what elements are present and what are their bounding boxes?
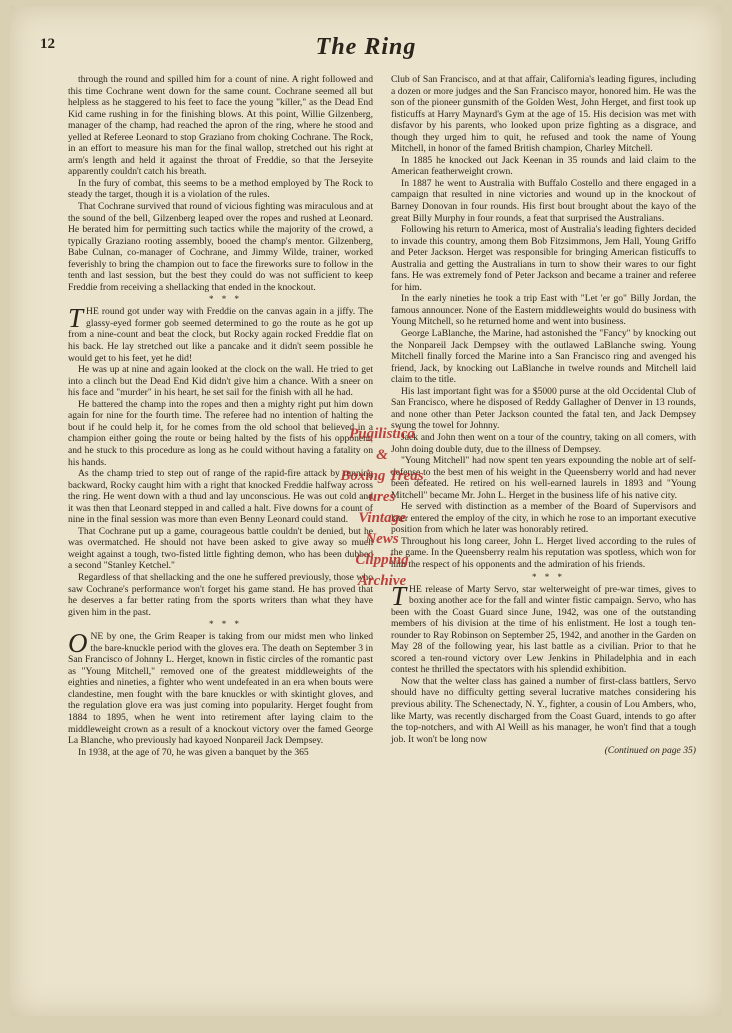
watermark-line: News bbox=[365, 531, 399, 547]
paragraph: Jack and John then went on a tour of the country, taking on all comers, with John doing double duty, due to the illness of Dempsey. bbox=[391, 431, 696, 455]
drop-cap: T bbox=[391, 580, 407, 611]
paragraph: In the fury of combat, this seems to be a method employed by The Rock to steady the target, though it is a violation of the rules. bbox=[68, 177, 373, 201]
paragraph-text: HE release of Marty Servo, star welterweight of pre-war times, gives to boxing another ace for the fall and winter fistic campaign. Servo, who has been with the Coast Guard since June, 1942, was one of the outstanding members of his division at the time of his enlistment. He lost a tough ten-rounder to Ray Robinson on September 25, 1942, and another in the Garden on May 28 of the following year, his last battle as a civilian. Prior to that he scored a ten-round victory over Lew Jenkins in Philadelphia and in each contest he thrilled the spectators with his splendid exhibition. bbox=[391, 583, 696, 676]
page-number: 12 bbox=[40, 36, 55, 52]
paragraph: Following his return to America, most of Australia's leading fighters decided to invade this country, among them Bob Fitzsimmons, Jem Hall, Young Griffo and Peter Jackson. Herget was responsible for bringing American fisticuffs to Australia and getting the Australians in turn to show their wares to our fight fans. He was extremely fond of Peter Jackson and became a trainer and referee for him. bbox=[391, 224, 696, 293]
paragraph: As the champ tried to step out of range of the rapid-fire attack by running backward, Rocky caught him with a right that knocked Freddie halfway across the ring. He went down with a thud and lay unconscious. He was out cold and it was then that Leonard stepped in and called a halt. Five downs for a count of nine in the final session was more than even Benny Leonard could stand. bbox=[68, 468, 373, 526]
paragraph: Now that the welter class has gained a number of first-class battlers, Servo should have no difficulty getting several lucrative matches considering his previous ability. The Schenectady, N. Y., fighter, a cousin of Lou Ambers, who, like Marty, was recently discharged from the Coast Guard, intends to go after the top-notchers, and with Al Weill as his manager, he won't find that a tough job. It won't be long now bbox=[391, 675, 696, 745]
paragraph: Club of San Francisco, and at that affair, California's leading figures, including a dozen or more judges and the San Francisco mayor, honored him. He was the son of the pioneer gunsmith of the Golden West, John Herget, and first took up fisticuffs at Harry Maynard's Gym at the age of 15. His decision was met with disfavor by his parents, who looked upon prize fighting as a disgrace, and though they urged him to quit, he refused and took the name of Young Mitchell, in honor of the famed British champion, Charley Mitchell. bbox=[391, 74, 696, 155]
paragraph: through the round and spilled him for a count of nine. A right followed and this time Cochrane went down for the same count. Cochrane seemed all but helpless as he staggered to his feet to face the young "killer," as the Dead End Kid came rushing in for the finishing blows. At this point, Willie Gilzenberg, manager of the champ, had reached the apron of the ring, where he stood and yelled at Referee Leonard to stop Graziano from choking Cochrane. The Rock, in an effort to measure his man for the final wallop, stretched out his right at arm's length and held it against the throat of Freddie, so that the Jerseyite apparently couldn't catch his breath. bbox=[68, 74, 373, 178]
paragraph-text: HE round got under way with Freddie on the canvas again in a jiffy. The glassy-eyed former gob seemed determined to go the route as he got up from a nine-count and beat the clock, but Rocky again rocked Freddie flat on his back. He lay stretched out like a pancake and it didn't seem possible he would get to his feet, yet he did! bbox=[68, 306, 373, 364]
paragraph: George LaBlanche, the Marine, had astonished the "Fancy" by knocking out the Nonpareil Jack Dempsey with the outlawed LaBlanche swing. Young Mitchell finally forced the Marine into a San Francisco ring and avenged his friend, Jack, by knocking out LaBlanche in twelve rounds and Mitchell laid claim to the title. bbox=[391, 328, 696, 386]
section-divider: * * * bbox=[532, 571, 565, 582]
section-divider: * * * bbox=[209, 619, 242, 630]
paragraph: That Cochrane survived that round of vicious fighting was miraculous and at the sound of the bell, Gilzenberg leaped over the ropes and rushed at Leonard. He berated him for permitting such tactics while the majority of the crowd, a typically Graziano rooting assembly, booed the champ's mentor. Gilzenberg, Babe Culnan, co-manager of Cochrane, and Jimmy Wilde, trainer, worked feverishly to bring the champion out to face the fireworks sure to follow in the tenth and last session, but the best they could do was not sufficient to keep Freddie from receiving a shellacking that ended in the knockout. bbox=[68, 201, 373, 293]
watermark-line: Boxing Treas bbox=[340, 468, 424, 484]
watermark-line: Pugilistica bbox=[349, 426, 415, 442]
watermark-line: Archive bbox=[357, 573, 407, 589]
paragraph: He battered the champ into the ropes and then a mighty right put him down again for nine for the fourth time. The referee had no intention of halting the bout if he could help it, for he comes from the old school that believed in a champion either going the route or being halted by the fists of his opponent, and he stuck to this procedure as long as he could without having a fatality on his hands. bbox=[68, 398, 373, 468]
paragraph: Throughout his long career, John L. Herget lived according to the rules of the game. In the Queensberry realm his reputation was spotless, which won for him the respect of his opponents and the admiration of his friends. bbox=[391, 535, 696, 570]
left-column bbox=[68, 74, 373, 758]
paragraph: His last important fight was for a $5000 purse at the old Occidental Club of San Francisco, where he disposed of Reddy Gallagher of Denver in 13 rounds, and none other than Peter Jackson counted the fatal ten, and Jack Dempsey swung the towel for Johnny. bbox=[391, 385, 696, 432]
drop-cap: T bbox=[68, 303, 84, 334]
paragraph: That Cochrane put up a game, courageous battle couldn't be denied, but he was overmatched. He should not have been asked to give away so much weight against a tough, two-fisted little fighting demon, who has been dubbed a second "Stanley Ketchel." bbox=[68, 525, 373, 572]
paragraph: He was up at nine and again looked at the clock on the wall. He tried to get into a clinch but the Dead End Kid didn't give him a chance. With a sneer on his face and "murder" in his heart, he set sail for the finish with all he had. bbox=[68, 364, 373, 399]
paragraph: In the early nineties he took a trip East with "Let 'er go" Billy Jordan, the famous announcer. None of the Eastern middleweights would do business with Young Mitchell, so he returned home and went into business. bbox=[391, 293, 696, 328]
watermark-line: Clipping bbox=[355, 552, 409, 568]
watermark-line: ures bbox=[368, 489, 396, 505]
paragraph: In 1887 he went to Australia with Buffalo Costello and there engaged in a campaign that resulted in nine victories and wound up in the knockout of Barney Donovan in four rounds. His first bout brought about the kayo of the great Billy Murphy in four rounds, a feat that surprised the Australians. bbox=[391, 177, 696, 224]
masthead-title: The Ring bbox=[315, 34, 417, 60]
paragraph-text: NE by one, the Grim Reaper is taking from our midst men who linked the bare-knuckle period with the gloves era. The death on September 3 in San Francisco of Johnny L. Herget, known in fistic circles of the romantic past as "Young Mitchell," removed one of the greatest middleweights of the eighties and nineties, a fighter who went undefeated in an era when bouts were clandestine, men fought with the bare knuckles or with skintight gloves, and the regulation glove era was just coming into popularity. Herget fought from 1884 to 1895, when he went into retirement after laying claim to the middleweight crown as a result of a knockout victory over the famed George La Blanche, who previously had kayoed Nonpareil Jack Dempsey. bbox=[68, 631, 373, 747]
right-column bbox=[391, 74, 696, 757]
paragraph bbox=[391, 580, 696, 676]
paragraph: In 1938, at the age of 70, he was given a banquet by the 365 bbox=[78, 746, 309, 758]
continued-note: (Continued on page 35) bbox=[604, 745, 696, 757]
paragraph bbox=[68, 303, 373, 364]
watermark-line: & bbox=[376, 447, 388, 463]
paragraph: He served with distinction as a member of the Board of Supervisors and later entered the employ of the city, in which he rose to an important executive position from which he later was honorably retired. bbox=[391, 501, 696, 536]
paragraph: In 1885 he knocked out Jack Keenan in 35 rounds and laid claim to the American featherweight crown. bbox=[391, 154, 696, 178]
magazine-page bbox=[10, 6, 722, 1016]
drop-cap: O bbox=[68, 628, 88, 659]
paragraph bbox=[68, 628, 373, 747]
watermark-line: Vintage bbox=[358, 510, 406, 526]
paragraph: Regardless of that shellacking and the one he suffered previously, those who saw Cochrane's performance won't forget his game stand. He has proved that he deserves a far better rating from the sports writers than what they have given him in the past. bbox=[68, 571, 373, 618]
section-divider: * * * bbox=[209, 294, 242, 305]
paragraph: "Young Mitchell" had now spent ten years expounding the noble art of self-defense to the best men of his weight in the Queensberry world and had never been defeated. He retired on his well-earned laurels in 1893 and "Young Mitchell" became Mr. John L. Herget in the business life of his native city. bbox=[391, 455, 696, 501]
archive-watermark bbox=[322, 424, 442, 592]
